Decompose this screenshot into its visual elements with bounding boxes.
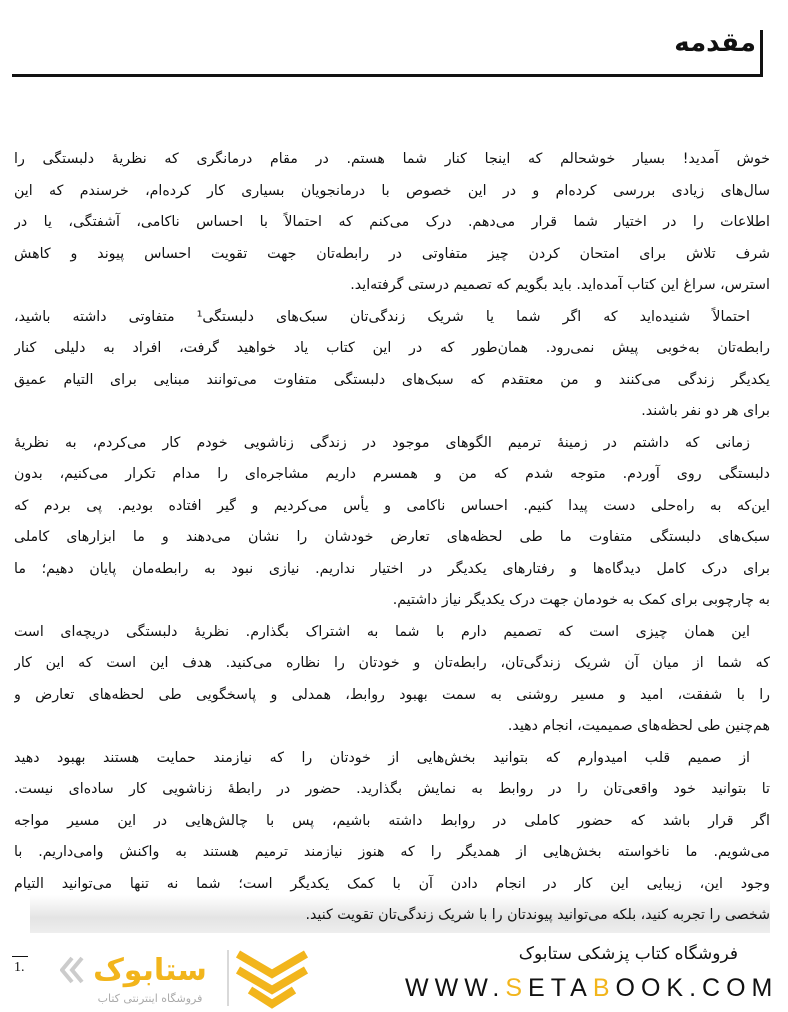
svg-text:ستابوک: ستابوک	[93, 953, 207, 988]
paragraph	[14, 302, 770, 428]
paragraph	[14, 428, 770, 617]
header-divider-vertical	[760, 30, 763, 76]
text-line: اطلاعات را در اختیار شما قرار می‌دهم. درک می‌کنم که احتمالاً با احساس ناکامی، آشفتگی، یا در	[14, 214, 770, 230]
header-divider	[12, 74, 763, 77]
setabook-logo	[60, 940, 320, 1010]
text-line: هم‌چنین طی لحظه‌های صمیمیت، انجام دهید.	[507, 718, 770, 734]
text-line: احتمالاً شنیده‌اید که اگر شما یا شریک زندگی‌تان سبک‌های دلبستگی¹ متفاوتی داشته باشید،	[14, 308, 750, 325]
text-line: سال‌های زیادی بررسی کرده‌ام و در این خصوص با درمانجویان بسیاری کار کرده‌ام، خرسندم که این	[14, 182, 770, 199]
text-line: شرف تلاش برای امتحان کردن چیز متفاوتی در رابطه‌تان جهت تقویت احساس پیوند و کاهش	[14, 245, 770, 262]
text-line: تا بتوانید خود واقعی‌تان را در روابط به نمایش بگذارید. حضور در رابطهٔ زناشویی کار ساده‌ای نیست.	[14, 781, 770, 797]
text-line: اگر قرار باشد که حضور کاملی در روابط داشته باشیم، پس با چالش‌هایی در این مسیر مواجه	[14, 812, 770, 829]
text-line: این همان چیزی است که تصمیم دارم با شما به اشتراک بگذارم. نظریهٔ دلبستگی دریچه‌ای است	[14, 623, 750, 640]
svg-text:فروشگاه اینترنتی کتاب: فروشگاه اینترنتی کتاب	[97, 992, 203, 1005]
text-line: یکدیگر زندگی می‌کنند و من معتقدم که سبک‌های دلبستگی متفاوت می‌توانند مبنایی برای التیام عمیق	[14, 371, 770, 388]
text-line: را با شفقت، امید و مسیر روشنی به سمت بهبود روابط، همدلی و پاسخگویی طی لحظه‌های تعارض و	[14, 686, 770, 703]
text-line: استرس، سراغ این کتاب آمده‌اید. باید بگویم که تصمیم درستی گرفته‌اید.	[350, 277, 770, 293]
text-line: برای هر دو نفر باشند.	[641, 403, 770, 419]
store-name: فروشگاه کتاب پزشکی ستابوک	[518, 944, 738, 964]
text-line: می‌شویم. ما ناخواسته بخش‌هایی از همدیگر را که هنوز نیازمند ترمیم هستند به واکنش وامی‌داریم. با	[14, 844, 770, 860]
page-title: مقدمه	[674, 28, 756, 58]
paragraph	[14, 144, 770, 302]
text-line: از صمیم قلب امیدوارم که بتوانید بخش‌هایی از خودتان را که نیازمند حمایت هستند بهبود دهید	[14, 749, 750, 766]
logo-chevrons-icon	[238, 954, 306, 1004]
page-number: 1.	[14, 960, 25, 975]
text-line: دلبستگی روی آوردم. متوجه شدم که من و همسرم داریم مشاجره‌ای را مدام تکرار می‌کنیم، بدون	[14, 466, 770, 482]
text-line: رابطه‌تان به‌خوبی پیش نمی‌رود. همان‌طور که در این کتاب یاد خواهید گرفت، افراد به دلیلی کنار	[14, 340, 770, 356]
page-number-rule	[12, 956, 28, 957]
text-line: این‌که به راه‌حلی دست پیدا کنیم. احساس ناکامی و یأس می‌کردیم و گیر افتاده بودیم. پی بردم که	[14, 497, 770, 514]
text-line: شخصی را تجربه کنید، بلکه می‌توانید پیوندتان را با شریک زندگی‌تان تقویت کنید.	[305, 907, 770, 923]
text-line: برای درک کامل دیدگاه‌ها و رفتارهای یکدیگر در اختیار نداریم. نیازی نبود به رابطه‌مان پایان دهیم؛ ما	[14, 560, 770, 577]
paragraph	[14, 743, 770, 932]
text-line: که شما از میان آن شریک زندگی‌تان، رابطه‌تان و خودتان را نظاره می‌کنید. هدف این است که این کار	[14, 655, 770, 671]
text-line: سبک‌های دلبستگی متفاوت ما طی لحظه‌های تعارض خودشان را نشان می‌دهند و ما ابزارهای کاملی	[14, 529, 770, 545]
text-line: به چارچوبی برای کمک به خودمان جهت درک یکدیگر نیاز داشتیم.	[392, 592, 770, 608]
store-url[interactable]: WWW.SETABOOK.COM	[405, 974, 779, 1002]
document-body	[14, 144, 770, 932]
paragraph	[14, 617, 770, 743]
logo-mark-text	[93, 953, 207, 988]
text-line: خوش آمدید! بسیار خوشحالم که اینجا کنار شما هستم. در مقام درمانگری که نظریهٔ دلبستگی را	[14, 151, 770, 167]
text-line: وجود این، زیبایی این کار در انجام دادن آن با کمک یکدیگر است؛ شما نه تنها می‌توانید التیام	[14, 875, 770, 892]
text-line: زمانی که داشتم در زمینهٔ ترمیم الگوهای موجود در زندگی زناشویی خودم کار می‌کردم، به نظریهٔ	[14, 434, 750, 451]
